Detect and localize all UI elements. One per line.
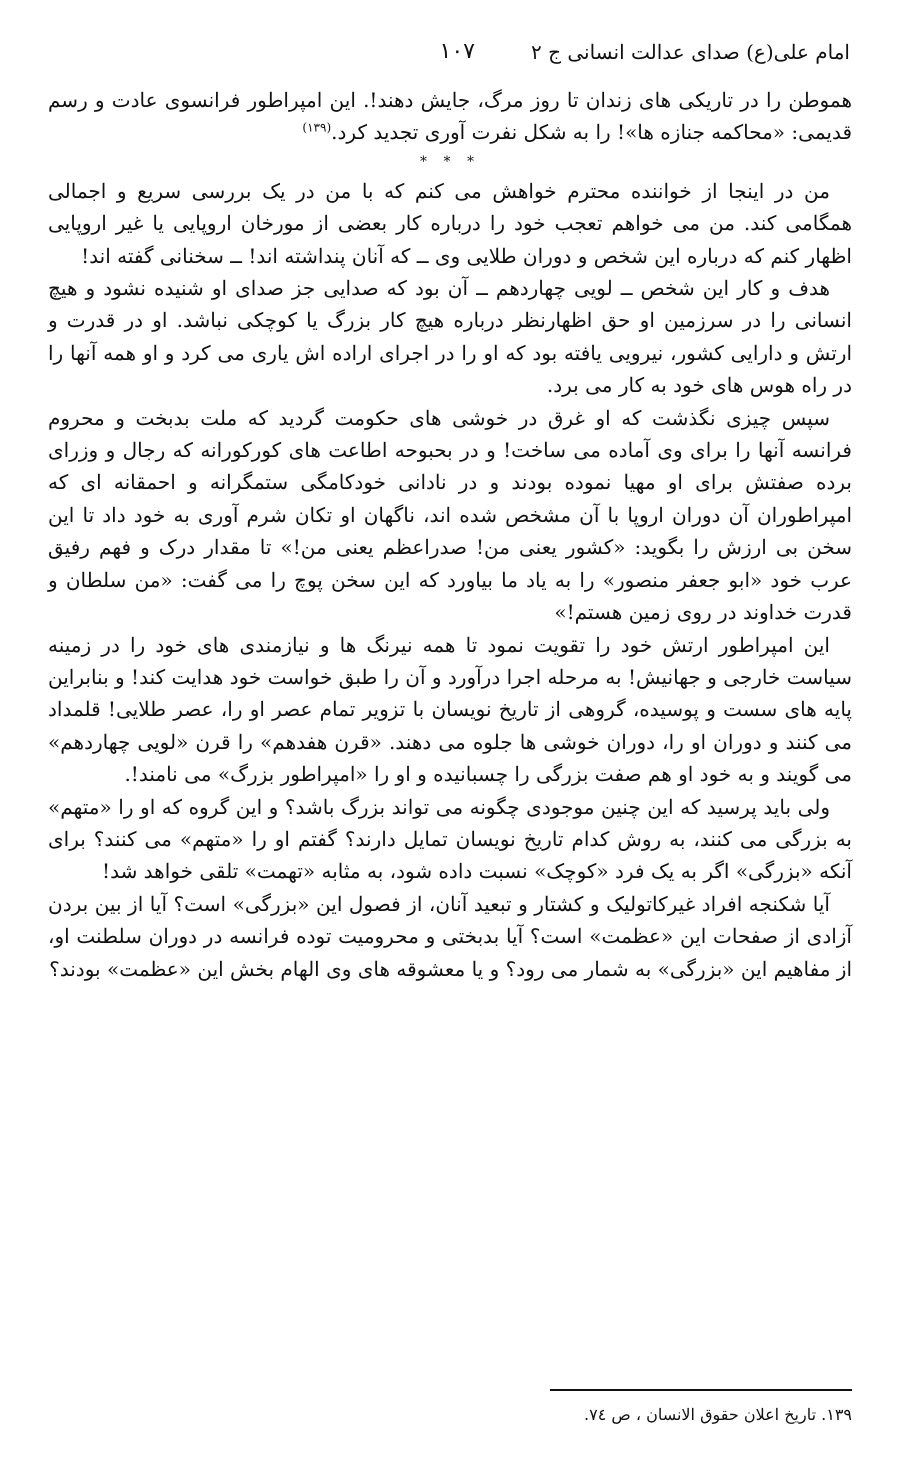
paragraph-6: ولی باید پرسید که این چنین موجودی چگونه می تواند بزرگ باشد؟ و این گروه که او را «متهم» به بزرگی می کنند، به روش کدام تاریخ نویسان تمایل دارند؟ گفتم او را «متهم» می کنند؟ برای آنکه «بزرگی» اگر به یک فرد «کوچک» نسبت داده شود، به مثابه «تهمت» تلقی خواهد شد! [48, 794, 853, 884]
paragraph-1-text: هموطن را در تاریکی های زندان تا روز مرگ، جایش دهند!. این امپراطور فرانسوی عادت و رسم قدیمی: «محاکمه جنازه ها»! را به شکل نفرت آوری تجدید کرد. [48, 88, 852, 145]
paragraph-3: هدف و کار این شخص ــ لویی چهاردهم ــ آن بود که صدایی جز صدای او شنیده نشود و هیچ انسانی را در سرزمین او حق اظهارنظر درباره هیچ کار بزرگ یا کوچکی نباشد. او در قدرت و ارتش و دارایی کشور، نیرویی یافته بود که او را در اجرای اراده اش یاری می کرد و او همه آنها را در راه هوس های خود به کار می برد. [48, 276, 852, 398]
footnote-divider [550, 1389, 852, 1391]
paragraph-5: این امپراطور ارتش خود را تقویت نمود تا همه نیرنگ ها و نیازمندی های خود را در زمینه سیاست خارجی و جهانیش! به مرحله اجرا درآورد و آن را طبق خواست خود هدایت کند! و بنابراین پایه های سست و پوسیده، گروهی از تاریخ نویسان با تزویر تمام عصر او را، عصر طلایی! قلمداد می کنند و دوران او را، دوران خوشی ها جلوه می دهند. «قرن هفدهم» را قرن «لویی چهاردهم» می گویند و به خود او هم صفت بزرگی را چسبانیده و او را «امپراطور بزرگ» می نامند!. [48, 632, 852, 787]
paragraph-7: آیا شکنجه افراد غیرکاتولیک و کشتار و تبعید آنان، از فصول این «بزرگی» است؟ آیا از بین بردن آزادی از صفحات این «عظمت» است؟ آیا بدبختی و محرومیت توده فرانسه در دوران سلطنت او، از مفاهیم این «بزرگی» به شمار می رود؟ و یا معشوقه های وی الهام بخش این «عظمت» بودند؟ [48, 891, 852, 981]
body-text [48, 84, 852, 985]
footnote-reference: (۱۳۹) [302, 120, 332, 135]
running-header [50, 34, 850, 70]
paragraph-1 [48, 84, 852, 149]
paragraph-4: سپس چیزی نگذشت که او غرق در خوشی های حکومت گردید که ملت بدبخت و محروم فرانسه آنها را برای وی آماده می ساخت! و در بحبوحه اطاعت های کورکورانه که رجال و وزرای برده صفتش برای او مهیا نموده بودند و در نادانی خودکامگی ستمگرانه و احمقانه ای که امپراطوران آن دوران اروپا با آن مشخص شده اند، ناگهان او تکان شرم آوری به خود داد تا این سخن بی ارزش را بگوید: «کشور یعنی من! صدراعظم یعنی من!» تا مقدار درک و فهم رفیق عرب خود «ابو جعفر منصور» را به یاد ما بیاورد که این سخن پوچ را می گفت: «من سلطان و قدرت خداوند در روی زمین هستم!» [48, 405, 852, 625]
paragraph-2: من در اینجا از خواننده محترم خواهش می کنم که با من در یک بررسی سریع و اجمالی همگامی کند. من می خواهم تعجب خود را درباره کار بعضی از مورخان اروپایی یا غیر اروپایی اظهار کنم که درباره این شخص و دوران طلایی وی ــ که آنان پنداشته اند! ــ سخنانی گفته اند! [48, 178, 852, 268]
page-number: ۱۰۷ [439, 39, 475, 64]
section-separator: * * * [420, 153, 480, 170]
book-title: امام علی(ع) صدای عدالت انسانی ج ۲ [530, 40, 850, 64]
footnote: ۱۳۹. تاریخ اعلان حقوق الانسان ، ص ٧٤. [584, 1405, 852, 1424]
